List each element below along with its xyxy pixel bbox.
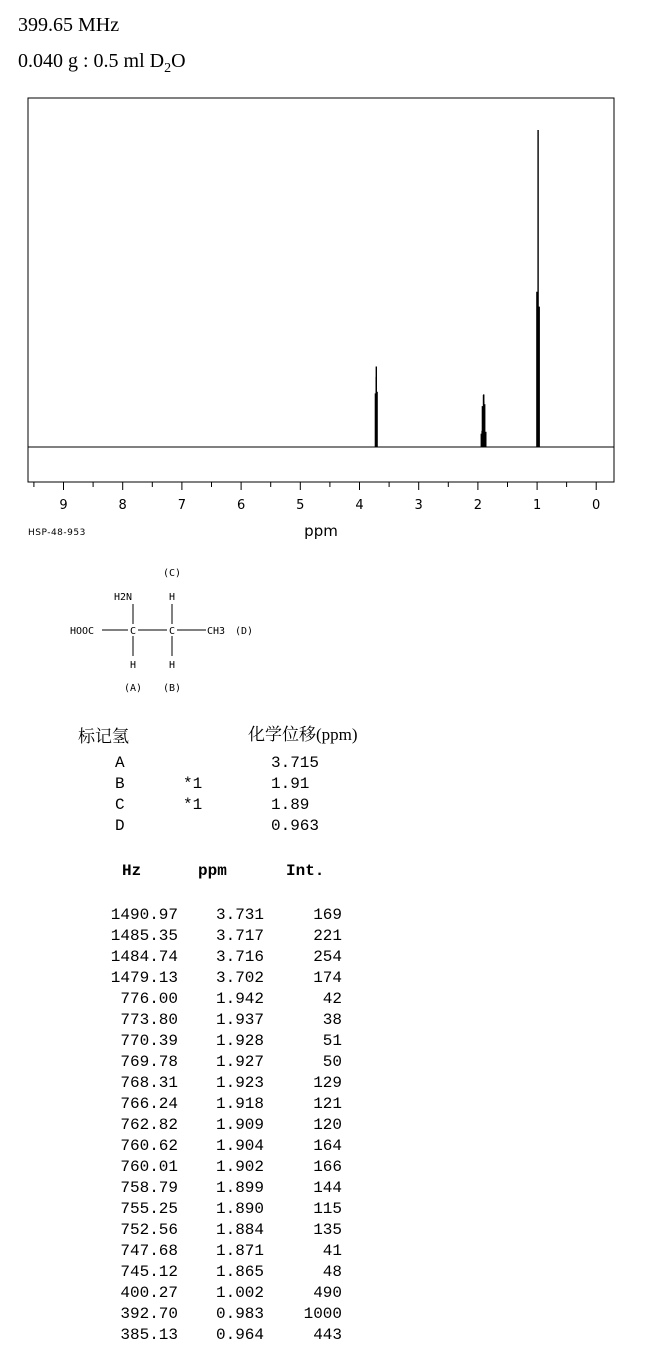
- peak-ppm: 0.983: [215, 1305, 264, 1323]
- peak-hz: 770.39: [120, 1032, 178, 1050]
- peak-int: 221: [313, 927, 342, 945]
- peak-table-body: [100, 906, 342, 1347]
- table-row: [100, 1158, 342, 1179]
- table-row: [100, 1032, 342, 1053]
- peak-hz: 752.56: [120, 1221, 178, 1239]
- x-tick-label: 3: [414, 498, 423, 513]
- peak-int: 1000: [303, 1305, 342, 1323]
- nmr-spectrum-chart: [0, 0, 652, 550]
- peak-hz: 400.27: [120, 1284, 178, 1302]
- peak-ppm: 1.904: [215, 1137, 264, 1155]
- peak-hz: 747.68: [120, 1242, 178, 1260]
- assignment-label: C: [115, 796, 125, 814]
- peak-ppm: 1.909: [215, 1116, 264, 1134]
- table-row: [100, 1200, 342, 1221]
- amino-group: H2N: [113, 592, 133, 603]
- table-row: [100, 1284, 342, 1305]
- peak-ppm: 1.871: [215, 1242, 264, 1260]
- peak-hz: 1485.35: [110, 927, 178, 945]
- spectrum-code: HSP-48-953: [28, 528, 86, 538]
- table-row: [100, 969, 342, 990]
- peak-int: 169: [313, 906, 342, 924]
- peak-hz: 762.82: [120, 1116, 178, 1134]
- label-b: (B): [162, 683, 182, 694]
- peak-int: 120: [313, 1116, 342, 1134]
- table-row: [100, 1074, 342, 1095]
- methyl-group: CH3: [207, 626, 226, 637]
- table-row: [100, 1221, 342, 1242]
- peak-ppm: 1.002: [215, 1284, 264, 1302]
- peak-hz: 769.78: [120, 1053, 178, 1071]
- peak-ppm: 1.890: [215, 1200, 264, 1218]
- header-ppm: ppm: [198, 862, 227, 880]
- peak-int: 254: [313, 948, 342, 966]
- peak-ppm: 1.918: [215, 1095, 264, 1113]
- x-tick-label: 5: [296, 498, 305, 513]
- x-tick-label: 2: [473, 498, 483, 513]
- peak-ppm: 3.702: [215, 969, 264, 987]
- table-row: [100, 1137, 342, 1158]
- peak-hz: 758.79: [120, 1179, 178, 1197]
- carboxyl-group: HOOC: [69, 626, 95, 637]
- assignment-header-shift: 化学位移(ppm): [248, 725, 358, 744]
- x-tick-label: 9: [59, 498, 68, 513]
- peak-int: 48: [322, 1263, 342, 1281]
- assignment-note: *1: [183, 775, 203, 793]
- peak-int: 164: [313, 1137, 342, 1155]
- sample-prefix: 0.040 g : 0.5 ml D: [18, 50, 165, 72]
- peak-int: 174: [313, 969, 342, 987]
- x-tick-label: 7: [177, 498, 187, 513]
- peak-int: 115: [313, 1200, 342, 1218]
- peak-int: 166: [313, 1158, 342, 1176]
- peak-ppm: 3.716: [215, 948, 264, 966]
- peak-hz: 745.12: [120, 1263, 178, 1281]
- table-row: [100, 1053, 342, 1074]
- peak-int: 129: [313, 1074, 342, 1092]
- peak-ppm: 1.937: [215, 1011, 264, 1029]
- peak-hz: 760.01: [120, 1158, 178, 1176]
- assignment-label: A: [115, 754, 125, 772]
- peak-ppm: 0.964: [215, 1326, 264, 1344]
- peak-ppm: 1.942: [215, 990, 264, 1008]
- table-row: [100, 1179, 342, 1200]
- h-top: H: [168, 592, 176, 603]
- peak-hz: 776.00: [120, 990, 178, 1008]
- table-row: [100, 906, 342, 927]
- peak-ppm: 1.899: [215, 1179, 264, 1197]
- table-row: [100, 1263, 342, 1284]
- x-tick-label: 8: [118, 498, 127, 513]
- carbon-b: C: [168, 626, 176, 637]
- table-row: [100, 1242, 342, 1263]
- peak-hz: 1479.13: [110, 969, 178, 987]
- assignment-shift: 3.715: [271, 754, 320, 772]
- peak-int: 41: [322, 1242, 342, 1260]
- x-tick-label: 0: [592, 498, 601, 513]
- peak-hz: 392.70: [120, 1305, 178, 1323]
- peak-table: [100, 862, 342, 1347]
- assignment-shift: 1.91: [271, 775, 310, 793]
- header-int: Int.: [286, 862, 325, 880]
- h-a: H: [129, 660, 137, 671]
- x-axis-label: ppm: [304, 522, 338, 540]
- molecule-structure: [60, 560, 280, 695]
- peak-int: 144: [313, 1179, 342, 1197]
- sample-subscript: 2: [164, 61, 172, 76]
- peak-int: 135: [313, 1221, 342, 1239]
- assignment-shift: 0.963: [271, 817, 320, 835]
- x-axis-ticks: [34, 482, 600, 513]
- label-d: (D): [235, 626, 254, 637]
- peak-hz: 768.31: [120, 1074, 178, 1092]
- peak-table-header: [100, 862, 342, 906]
- sample-suffix: O: [171, 50, 186, 72]
- table-row: [100, 1116, 342, 1137]
- table-row: [100, 948, 342, 969]
- peak-ppm: 1.928: [215, 1032, 264, 1050]
- peak-int: 443: [313, 1326, 342, 1344]
- label-c-top: (C): [162, 568, 182, 579]
- peak-ppm: 3.731: [215, 906, 264, 924]
- assignment-label: D: [115, 817, 125, 835]
- table-row: [100, 1305, 342, 1326]
- x-tick-label: 6: [236, 498, 246, 513]
- peak-hz: 773.80: [120, 1011, 178, 1029]
- table-row: [100, 1095, 342, 1116]
- assignment-header-label: 标记氢: [78, 727, 129, 746]
- label-a: (A): [123, 683, 143, 694]
- plot-frame: [28, 98, 614, 482]
- assignment-shift: 1.89: [271, 796, 310, 814]
- peak-hz: 755.25: [120, 1200, 178, 1218]
- x-tick-label: 4: [355, 498, 364, 513]
- peak-ppm: 1.884: [215, 1221, 264, 1239]
- spectrum-peaks: [375, 130, 539, 447]
- peak-int: 42: [322, 990, 342, 1008]
- peak-int: 50: [322, 1053, 342, 1071]
- peak-int: 51: [322, 1032, 342, 1050]
- header-hz: Hz: [122, 862, 142, 880]
- table-row: [100, 927, 342, 948]
- assignment-label: B: [115, 775, 125, 793]
- peak-hz: 385.13: [120, 1326, 178, 1344]
- carbon-a: C: [129, 626, 137, 637]
- spectrometer-frequency: 399.65 MHz: [18, 14, 120, 36]
- assignment-note: *1: [183, 796, 203, 814]
- table-row: [100, 1326, 342, 1347]
- peak-ppm: 1.902: [215, 1158, 264, 1176]
- peak-int: 490: [313, 1284, 342, 1302]
- peak-int: 121: [313, 1095, 342, 1113]
- x-tick-label: 1: [532, 498, 542, 513]
- table-row: [100, 990, 342, 1011]
- h-b: H: [168, 660, 176, 671]
- peak-hz: 766.24: [120, 1095, 178, 1113]
- peak-hz: 1484.74: [110, 948, 178, 966]
- peak-ppm: 1.923: [215, 1074, 264, 1092]
- peak-ppm: 3.717: [215, 927, 264, 945]
- peak-hz: 760.62: [120, 1137, 178, 1155]
- peak-ppm: 1.927: [215, 1053, 264, 1071]
- peak-int: 38: [322, 1011, 342, 1029]
- peak-ppm: 1.865: [215, 1263, 264, 1281]
- peak-hz: 1490.97: [110, 906, 178, 924]
- table-row: [100, 1011, 342, 1032]
